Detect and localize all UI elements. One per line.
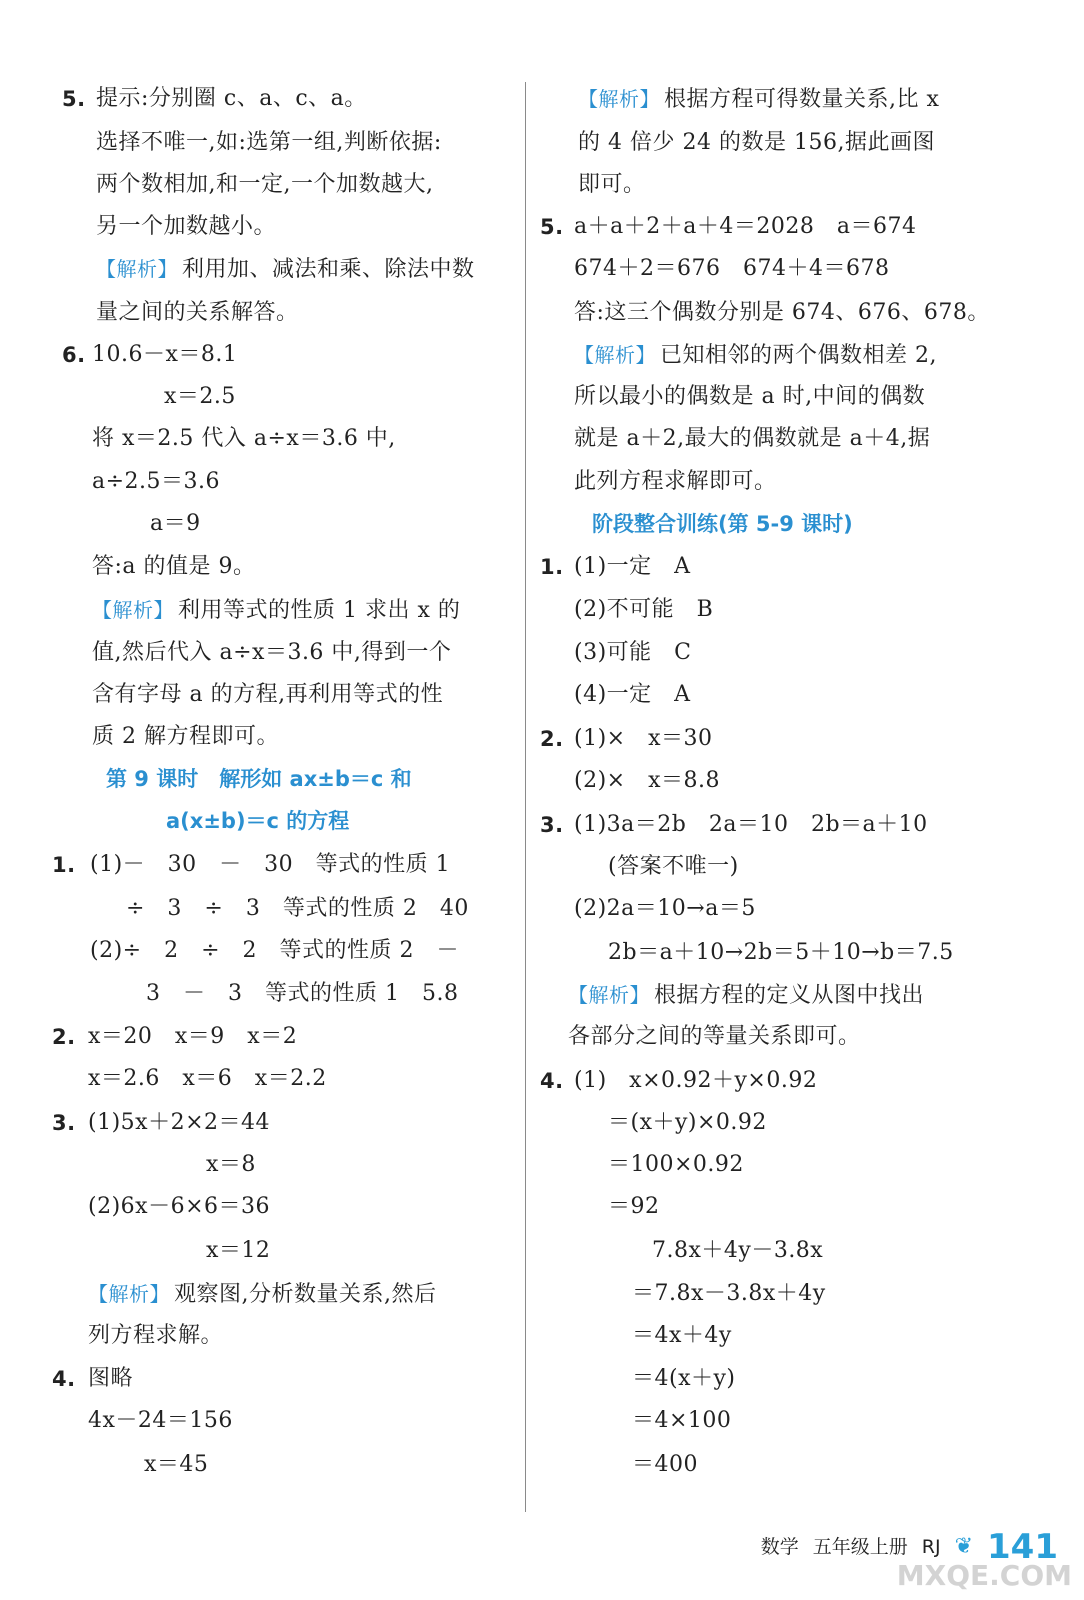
section-heading-line-1: 第 9 课时 解形如 ax±b＝c 和 [106, 767, 412, 791]
analysis-tag: 【解析】 [96, 257, 178, 281]
q5-line-3: 两个数相加,和一定,一个加数越大, [96, 172, 434, 197]
t4-line-3: ＝100×0.92 [608, 1152, 744, 1177]
t3-analysis-line-2: 各部分之间的等量关系即可。 [568, 1024, 861, 1049]
analysis-tag: 【解析】 [568, 983, 650, 1007]
r5-analysis-line-1: 【解析】 已知相邻的两个偶数相差 2, [574, 340, 937, 371]
s3-analysis-line-1: 【解析】 观察图,分析数量关系,然后 [88, 1279, 437, 1310]
s1-line-1: (1)－ 30 － 30 等式的性质 1 [90, 852, 451, 877]
footer-subject: 数学 [760, 1536, 799, 1558]
s3-line-3: (2)6x－6×6＝36 [88, 1194, 270, 1219]
q6-line-5: a＝9 [150, 511, 201, 536]
s2-number: 2. [52, 1025, 76, 1049]
s4-line-2: 4x－24＝156 [88, 1408, 233, 1433]
r5-analysis-line-2: 所以最小的偶数是 a 时,中间的偶数 [574, 384, 926, 409]
q5-analysis-line-1: 【解析】 利用加、减法和乘、除法中数 [96, 254, 475, 285]
page-number: 141 [987, 1527, 1058, 1567]
t4-line-7: ＝4x＋4y [632, 1323, 732, 1348]
s4-line-1: 图略 [88, 1366, 134, 1391]
q6-analysis-line-2: 值,然后代入 a÷x＝3.6 中,得到一个 [92, 640, 452, 665]
t1-line-1: (1)一定 A [574, 554, 691, 579]
q5-analysis-line-2: 量之间的关系解答。 [96, 300, 299, 325]
analysis-tag: 【解析】 [92, 598, 174, 622]
s3-line-1: (1)5x＋2×2＝44 [88, 1110, 270, 1135]
s3-analysis-line-2: 列方程求解。 [88, 1323, 224, 1348]
footer-grade: 五年级上册 [812, 1536, 908, 1558]
r5-line-3: 答:这三个偶数分别是 674、676、678。 [574, 300, 990, 325]
analysis-tag: 【解析】 [578, 87, 660, 111]
t2-line-1: (1)× x＝30 [574, 726, 713, 751]
analysis-tag: 【解析】 [88, 1282, 170, 1306]
r0-analysis-line-2: 的 4 倍少 24 的数是 156,据此画图 [578, 130, 935, 155]
t4-line-8: ＝4(x＋y) [632, 1366, 736, 1391]
page-footer [760, 1527, 1058, 1567]
t4-line-9: ＝4×100 [632, 1408, 732, 1433]
q5-number: 5. [62, 87, 86, 111]
s3-line-2: x＝8 [206, 1152, 256, 1177]
s1-number: 1. [52, 853, 76, 877]
t4-number: 4. [540, 1069, 564, 1093]
footer-edition: RJ [921, 1536, 941, 1558]
t2-line-2: (2)× x＝8.8 [574, 768, 720, 793]
s4-number: 4. [52, 1367, 76, 1391]
q6-line-1: 10.6－x＝8.1 [92, 342, 238, 367]
r5-analysis-line-3: 就是 a＋2,最大的偶数就是 a＋4,据 [574, 426, 931, 451]
s2-line-1: x＝20 x＝9 x＝2 [88, 1024, 298, 1049]
r5-line-2: 674＋2＝676 674＋4＝678 [574, 256, 890, 281]
t1-number: 1. [540, 555, 564, 579]
r0-analysis-line-1: 【解析】 根据方程可得数量关系,比 x [578, 84, 939, 115]
watermark-logo: MXQE.COM [896, 1559, 1072, 1592]
t3-line-1: (1)3a＝2b 2a＝10 2b＝a＋10 [574, 812, 928, 837]
q6-analysis-line-4: 质 2 解方程即可。 [92, 724, 279, 749]
s3-line-4: x＝12 [206, 1238, 271, 1263]
q6-number: 6. [62, 343, 86, 367]
t3-line-2: (答案不唯一) [608, 854, 739, 879]
t4-line-6: ＝7.8x－3.8x＋4y [632, 1281, 826, 1306]
q5-line-2: 选择不唯一,如:选第一组,判断依据: [96, 130, 442, 155]
q6-line-2: x＝2.5 [164, 384, 236, 409]
q6-analysis-line-3: 含有字母 a 的方程,再利用等式的性 [92, 682, 444, 707]
q6-line-6: 答:a 的值是 9。 [92, 554, 256, 579]
t3-line-3: (2)2a＝10→a＝5 [574, 896, 756, 921]
t4-line-5: 7.8x＋4y－3.8x [652, 1238, 824, 1263]
t1-line-2: (2)不可能 B [574, 597, 714, 622]
s2-line-2: x＝2.6 x＝6 x＝2.2 [88, 1066, 327, 1091]
r0-analysis-line-3: 即可。 [578, 172, 646, 197]
t3-analysis-line-1: 【解析】 根据方程的定义从图中找出 [568, 980, 924, 1011]
r5-analysis-line-4: 此列方程求解即可。 [574, 469, 777, 494]
q5-line-1: 提示:分别圈 c、a、c、a。 [96, 86, 367, 111]
t4-line-2: ＝(x＋y)×0.92 [608, 1110, 767, 1135]
t4-line-1: (1) x×0.92＋y×0.92 [574, 1068, 818, 1093]
q5-line-4: 另一个加数越小。 [96, 214, 277, 239]
t1-line-4: (4)一定 A [574, 682, 691, 707]
s4-line-3: x＝45 [144, 1452, 209, 1477]
t4-line-10: ＝400 [632, 1452, 698, 1477]
section-heading-line-2: a(x±b)＝c 的方程 [166, 809, 350, 833]
s1-line-3: (2)÷ 2 ÷ 2 等式的性质 2 － [90, 938, 460, 963]
q6-analysis-line-1: 【解析】 利用等式的性质 1 求出 x 的 [92, 595, 460, 626]
s3-number: 3. [52, 1111, 76, 1135]
t3-number: 3. [540, 813, 564, 837]
q6-line-3: 将 x＝2.5 代入 a÷x＝3.6 中, [92, 426, 396, 451]
column-divider [525, 82, 526, 1512]
leaf-icon: ❦ [954, 1534, 974, 1559]
q6-line-4: a÷2.5＝3.6 [92, 469, 221, 494]
r5-line-1: a＋a＋2＋a＋4＝2028 a＝674 [574, 214, 917, 239]
t2-number: 2. [540, 727, 564, 751]
t1-line-3: (3)可能 C [574, 640, 692, 665]
r5-number: 5. [540, 215, 564, 239]
analysis-tag: 【解析】 [574, 343, 656, 367]
s1-line-2: ÷ 3 ÷ 3 等式的性质 2 40 [126, 896, 469, 921]
t3-line-4: 2b＝a＋10→2b＝5＋10→b＝7.5 [608, 940, 954, 965]
t4-line-4: ＝92 [608, 1194, 660, 1219]
section-heading: 阶段整合训练(第 5-9 课时) [592, 512, 853, 536]
s1-line-4: 3 － 3 等式的性质 1 5.8 [146, 981, 459, 1006]
